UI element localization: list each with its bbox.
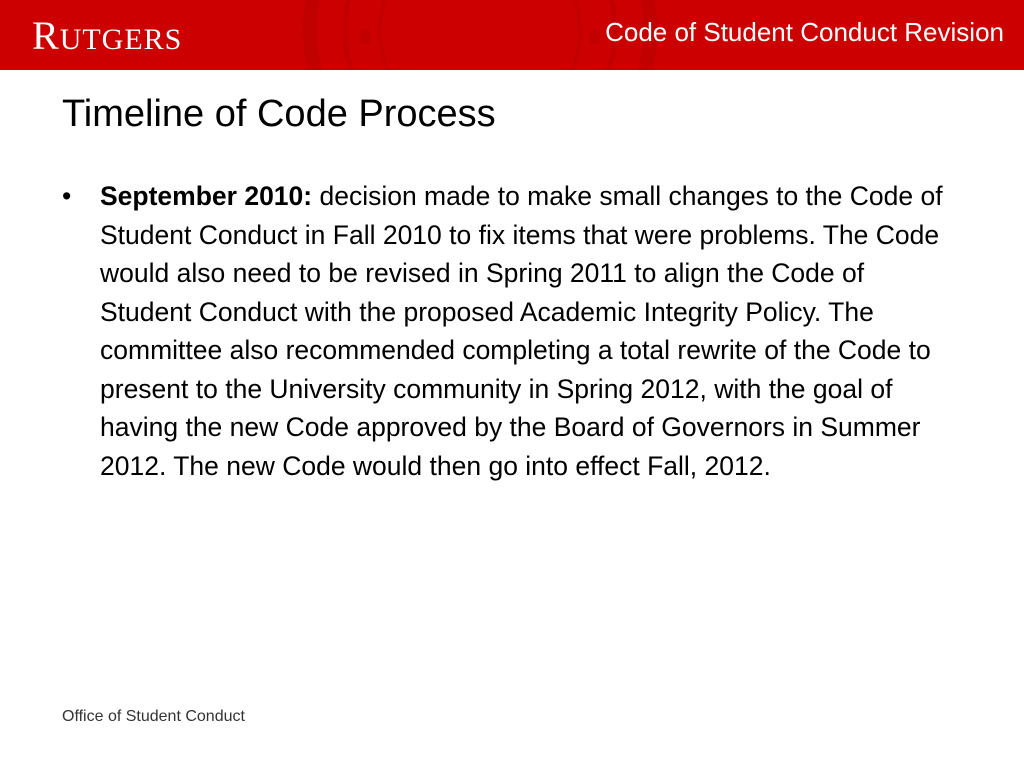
header-bar	[0, 0, 1024, 70]
header-title: Code of Student Conduct Revision	[605, 17, 1004, 47]
bullet-text	[100, 177, 962, 485]
footer-text: Office of Student Conduct	[62, 708, 245, 725]
logo-text: RUTGERS	[32, 12, 183, 58]
bullet-item	[62, 177, 962, 485]
bullet-list	[62, 177, 962, 485]
rutgers-logo	[32, 8, 182, 62]
bullet-icon: •	[62, 181, 72, 211]
slide-title: Timeline of Code Process	[62, 93, 496, 135]
bullet-label: September 2010:	[100, 181, 313, 211]
bullet-body: decision made to make small changes to the Code of Student Conduct in Fall 2010 to fix items that were problems. The Code would also need to be revised in Spring 2011 to align the Code of Student Conduct with the proposed Academic Integrity Policy. The committee also recommended completing a total rewrite of the Code to present to the University community in Spring 2012, with the goal of having the new Code approved by the Board of Governors in Summer 2012. The new Code would then go into effect Fall, 2012.	[100, 181, 943, 481]
